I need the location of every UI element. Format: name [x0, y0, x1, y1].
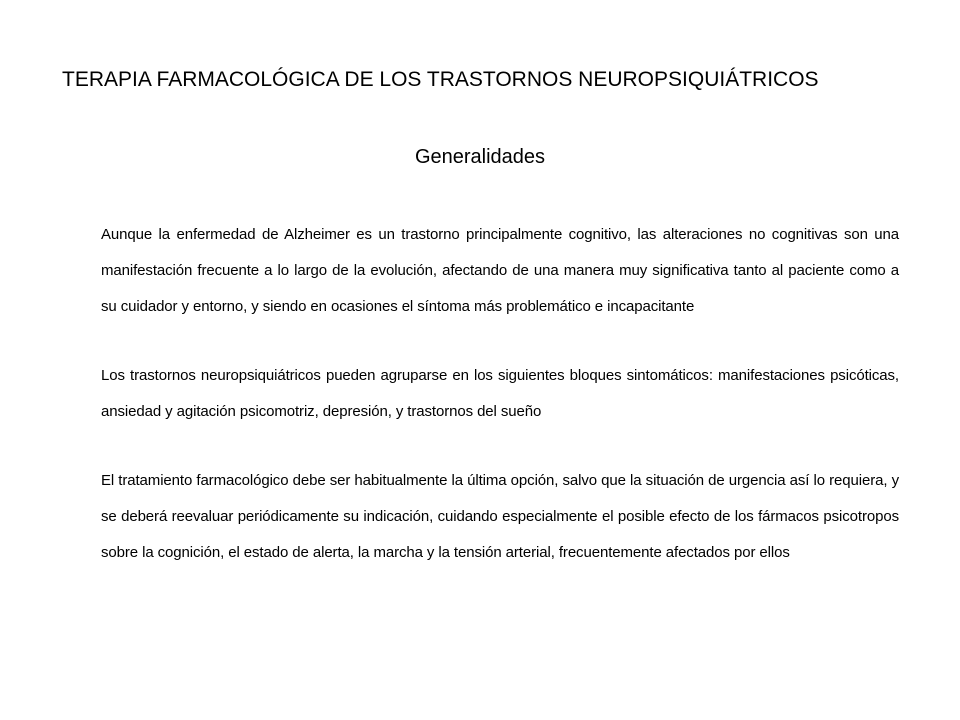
paragraph-3: El tratamiento farmacológico debe ser habitualmente la última opción, salvo que la situación de urgencia así lo requiera, y se deberá reevaluar periódicamente su indicación, cuidando especialmente el posible efecto de los fármacos psicotropos sobre la cognición, el estado de alerta, la marcha y la tensión arterial, frecuentemente afectados por ellos: [101, 472, 899, 561]
paragraph-1: Aunque la enfermedad de Alzheimer es un trastorno principalmente cognitivo, las alteraciones no cognitivas son una manifestación frecuente a lo largo de la evolución, afectando de una manera muy significativa tanto al paciente como a su cuidador y entorno, y siendo en ocasiones el síntoma más problemático e incapacitante: [101, 226, 899, 315]
paragraph-2: Los trastornos neuropsiquiátricos pueden agruparse en los siguientes bloques sintomáticos: manifestaciones psicóticas, ansiedad y agitación psicomotriz, depresión, y trastornos del sueño: [101, 367, 899, 420]
slide-subtitle: Generalidades: [414, 146, 546, 168]
slide-title: TERAPIA FARMACOLÓGICA DE LOS TRASTORNOS NEUROPSIQUIÁTRICOS: [62, 68, 819, 91]
slide-body: [101, 217, 899, 604]
